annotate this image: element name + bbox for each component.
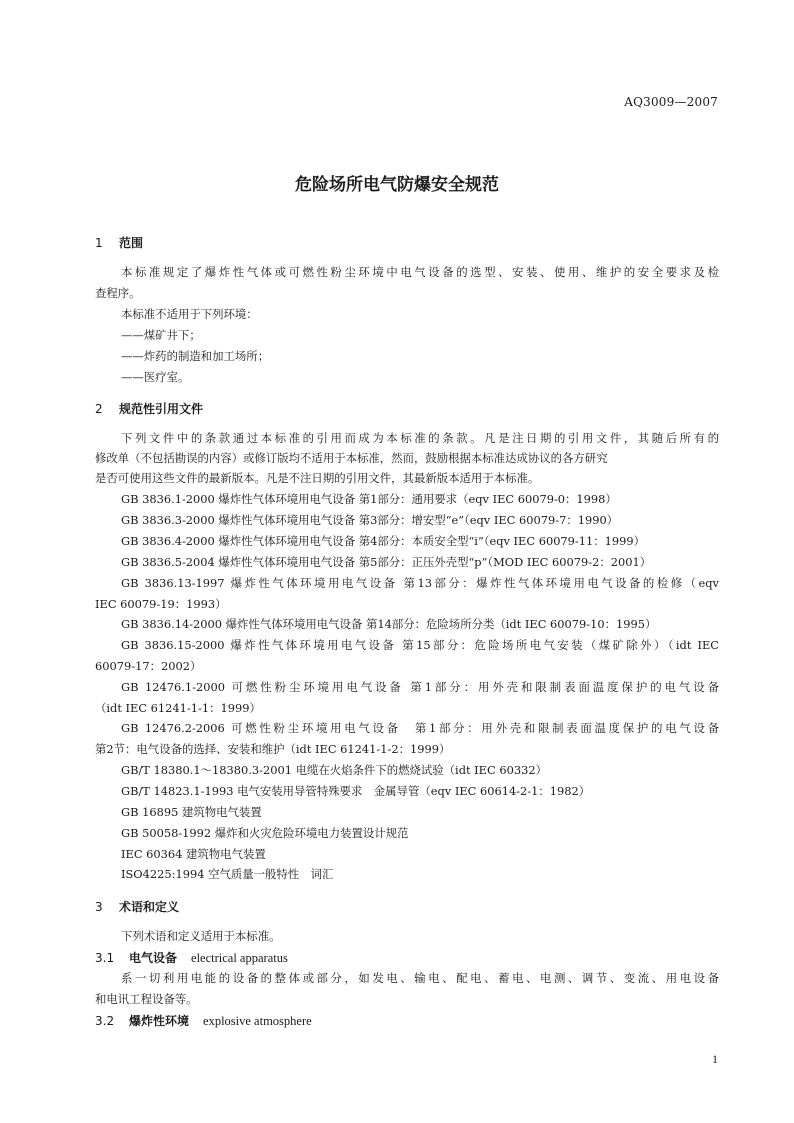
reference-item: GB 16895 建筑物电气装置: [121, 805, 262, 819]
reference-item: GB 3836.1-2000 爆炸性气体环境用电气设备 第1部分：通用要求（eqv IEC 60079-0：1998）: [121, 492, 617, 506]
reference-item: GB 3836.5-2004 爆炸性气体环境用电气设备 第5部分：正压外壳型“p”（MOD IEC 60079-2：2001）: [121, 555, 652, 569]
section-number: 1: [95, 236, 103, 250]
term-chinese: 电气设备: [129, 951, 178, 965]
term-english: electrical apparatus: [191, 951, 288, 965]
refs-intro-line: 是否可使用这些文件的最新版本。凡是不注日期的引用文件，其最新版本适用于本标准。: [95, 471, 540, 485]
section-number: 2: [95, 402, 103, 416]
reference-item: GB 12476.1-2000 可燃性粉尘环境用电气设备 第1部分：用外壳和限制表面温度保护的电气设备: [121, 680, 719, 694]
reference-item: ISO4225:1994 空气质量一般特性 词汇: [121, 867, 334, 881]
reference-item: GB 3836.3-2000 爆炸性气体环境用电气设备 第3部分：增安型“e”（eqv IEC 60079-7：1990）: [121, 513, 619, 527]
list-item: ——煤矿井下；: [121, 328, 201, 342]
reference-item-continuation: 第2节：电气设备的选择、安装和维护（idt IEC 61241-1-2：1999）: [95, 742, 451, 756]
reference-item: GB/T 18380.1～18380.3-2001 电缆在火焰条件下的燃烧试验（idt IEC 60332）: [121, 763, 547, 777]
reference-item: GB 3836.15-2000 爆炸性气体环境用电气设备 第15部分：危险场所电气安装（煤矿除外）（idt IEC: [121, 638, 719, 652]
reference-item: GB 3836.13-1997 爆炸性气体环境用电气设备 第13部分：爆炸性气体环境用电气设备的检修（eqv: [121, 576, 719, 590]
list-item: ——炸药的制造和加工场所；: [121, 349, 270, 363]
term-english: explosive atmosphere: [203, 1014, 312, 1028]
refs-intro-line: 下列文件中的条款通过本标准的引用而成为本标准的条款。凡是注日期的引用文件，其随后所有的: [121, 431, 719, 445]
section-2-heading: [95, 400, 203, 417]
refs-intro-line: 修改单（不包括勘误的内容）或修订版均不适用于本标准，然而，鼓励根据本标准达成协议的各方研究: [95, 451, 608, 465]
reference-item: GB 50058-1992 爆炸和火灾危险环境电力装置设计规范: [121, 826, 409, 840]
scope-paragraph-line: 查程序。: [95, 286, 141, 300]
section-title: 术语和定义: [119, 900, 180, 914]
section-title: 规范性引用文件: [119, 402, 204, 416]
scope-exclusion-intro: 本标准不适用于下列环境：: [121, 307, 258, 321]
section-number: 3: [95, 900, 103, 914]
reference-item-continuation: （idt IEC 61241-1-1：1999）: [95, 701, 261, 715]
reference-item: IEC 60364 建筑物电气装置: [121, 847, 266, 861]
term-definition-line: 和电讯工程设备等。: [95, 992, 198, 1006]
page-title: 危险场所电气防爆安全规范: [295, 175, 499, 195]
term-number: 3.1: [95, 951, 115, 965]
scope-paragraph-line: 本标准规定了爆炸性气体或可燃性粉尘环境中电气设备的选型、安装、使用、维护的安全要求及检: [121, 265, 719, 279]
reference-item: GB 3836.4-2000 爆炸性气体环境用电气设备 第4部分：本质安全型“i”（eqv IEC 60079-11：1999）: [121, 534, 646, 548]
section-title: 范围: [119, 236, 144, 250]
page-number: 1: [712, 1052, 718, 1066]
term-definition-line: 系一切利用电能的设备的整体或部分，如发电、输电、配电、蓄电、电测、调节、变流、用电设备: [121, 971, 719, 985]
term-3-1: [95, 949, 288, 966]
reference-item: GB 12476.2-2006 可燃性粉尘环境用电气设备 第1部分：用外壳和限制表面温度保护的电气设备: [121, 721, 719, 735]
terms-intro: 下列术语和定义适用于本标准。: [121, 929, 281, 943]
reference-item-continuation: 60079-17：2002）: [95, 659, 202, 673]
term-3-2: [95, 1012, 312, 1029]
term-number: 3.2: [95, 1014, 115, 1028]
list-item: ——医疗室。: [121, 370, 190, 384]
section-3-heading: [95, 898, 179, 915]
term-chinese: 爆炸性环境: [129, 1014, 190, 1028]
reference-item: GB/T 14823.1-1993 电气安装用导管特殊要求 金属导管（eqv IEC 60614-2-1：1982）: [121, 784, 591, 798]
reference-item-continuation: IEC 60079-19：1993）: [95, 597, 227, 611]
reference-item: GB 3836.14-2000 爆炸性气体环境用电气设备 第14部分：危险场所分类（idt IEC 60079-10：1995）: [121, 617, 657, 631]
section-1-heading: [95, 234, 143, 251]
document-code: AQ3009—2007: [624, 95, 718, 109]
